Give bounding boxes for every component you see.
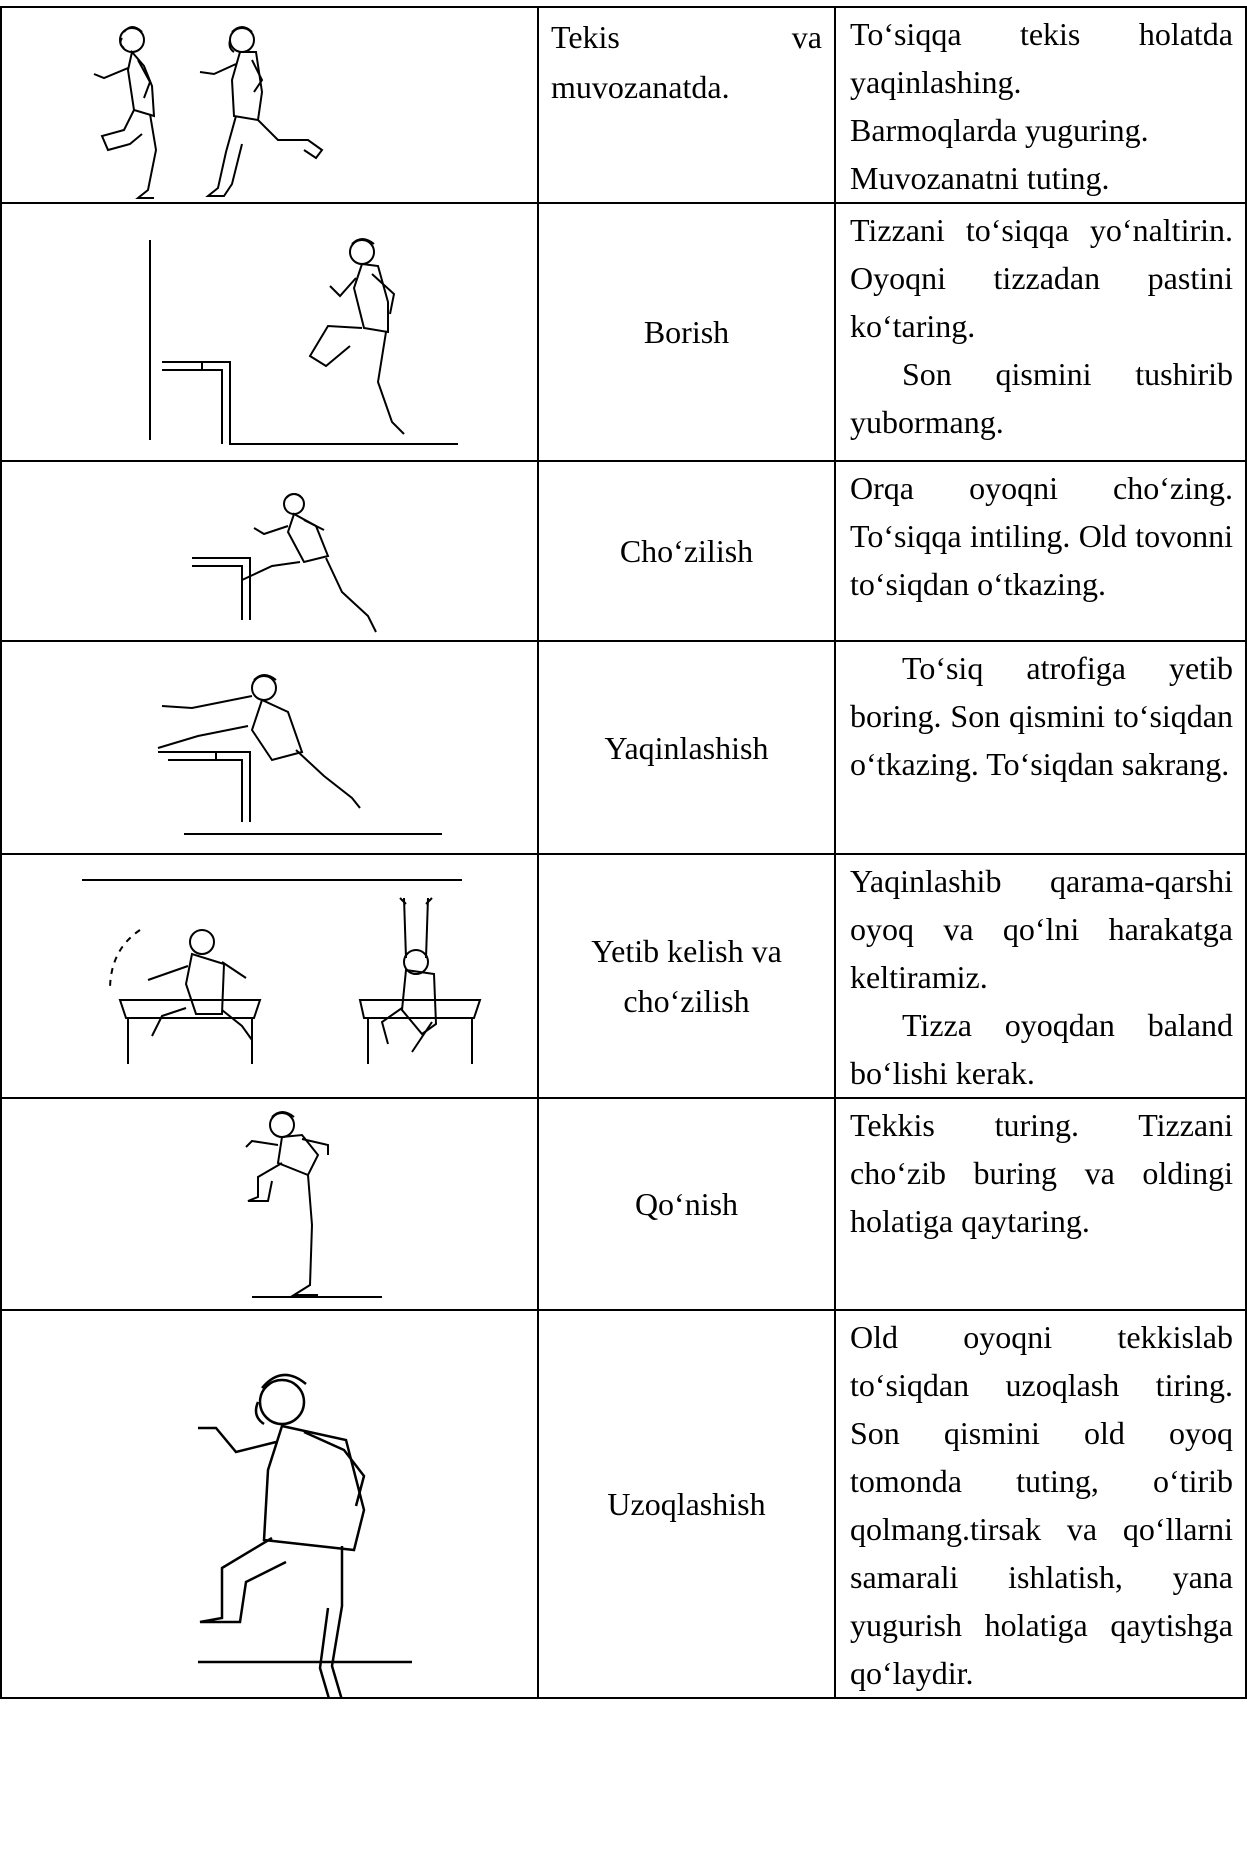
runner-illustration-icon <box>2 12 539 199</box>
exercise-table <box>0 6 1247 1699</box>
phase-description <box>835 1310 1246 1698</box>
table-row <box>1 7 1246 203</box>
description-line: Tekkis turing. Tizzani cho‘zib buring va oldingi holatiga qaytaring. <box>850 1107 1233 1239</box>
runner-illustration-icon <box>2 1099 539 1309</box>
phase-label-part: Tekis <box>551 19 620 55</box>
phase-label-part: va <box>791 19 822 55</box>
illustration-cell <box>1 1098 538 1310</box>
description-line: Yaqinlashib qarama-qarshi oyoq va qo‘lni harakatga keltiramiz. <box>850 863 1233 995</box>
description-line: Muvozanatni tuting. <box>850 160 1110 196</box>
phase-label-part: cho‘zilish <box>623 983 750 1019</box>
illustration-cell <box>1 461 538 641</box>
illustration-cell <box>1 854 538 1098</box>
description-line: To‘siqqa tekis holatda yaqinlashing. <box>850 16 1233 100</box>
phase-description <box>835 461 1246 641</box>
illustration-cell <box>1 641 538 854</box>
phase-description <box>835 1098 1246 1310</box>
phase-label: Qo‘nish <box>538 1098 835 1310</box>
table-row <box>1 854 1246 1098</box>
illustration-cell <box>1 203 538 461</box>
phase-label: Yaqinlashish <box>538 641 835 854</box>
description-line: Orqa oyoqni cho‘zing. To‘siqqa intiling. Old tovonni to‘siqdan o‘tkazing. <box>850 470 1233 602</box>
illustration-cell <box>1 1310 538 1698</box>
phase-description <box>835 7 1246 203</box>
hurdle-illustration-icon <box>2 204 539 460</box>
phase-label-part: muvozanatda. <box>551 69 730 105</box>
runner-illustration-icon <box>2 1312 539 1697</box>
phase-label <box>538 7 835 203</box>
phase-description <box>835 641 1246 854</box>
phase-description <box>835 854 1246 1098</box>
description-line: Tizza oyoqdan baland bo‘lishi kerak. <box>850 1007 1233 1091</box>
description-line: To‘siq atrofiga yetib boring. Son qismini to‘siqdan o‘tkazing. To‘siqdan sakrang. <box>850 650 1233 782</box>
phase-label <box>538 854 835 1098</box>
table-row <box>1 641 1246 854</box>
phase-label: Uzoqlashish <box>538 1310 835 1698</box>
table-row <box>1 1098 1246 1310</box>
description-line: Barmoqlarda yuguring. <box>850 112 1149 148</box>
illustration-cell <box>1 7 538 203</box>
description-line: Son qismini tushirib yubormang. <box>850 356 1233 440</box>
description-line: Tizzani to‘siqqa yo‘naltirin. Oyoqni tizzadan pastini ko‘taring. <box>850 212 1233 344</box>
phase-label: Cho‘zilish <box>538 461 835 641</box>
exercise-table-page <box>0 6 1245 1699</box>
hurdle-illustration-icon <box>2 462 539 640</box>
description-line: Old oyoqni tekkislab to‘siqdan uzoqlash tiring. Son qismini old oyoq tomonda tuting, o‘tirib qolmang.tirsak va qo‘llarni samarali ishlatish, yana yugurish holatiga qaytishga qo‘laydir. <box>850 1319 1233 1691</box>
phase-description <box>835 203 1246 461</box>
hurdle-illustration-icon <box>2 642 539 853</box>
table-row <box>1 203 1246 461</box>
table-row <box>1 1310 1246 1698</box>
phase-label: Borish <box>538 203 835 461</box>
hurdle-illustration-icon <box>2 868 539 1084</box>
table-row <box>1 461 1246 641</box>
phase-label-part: Yetib kelish va <box>591 933 782 969</box>
